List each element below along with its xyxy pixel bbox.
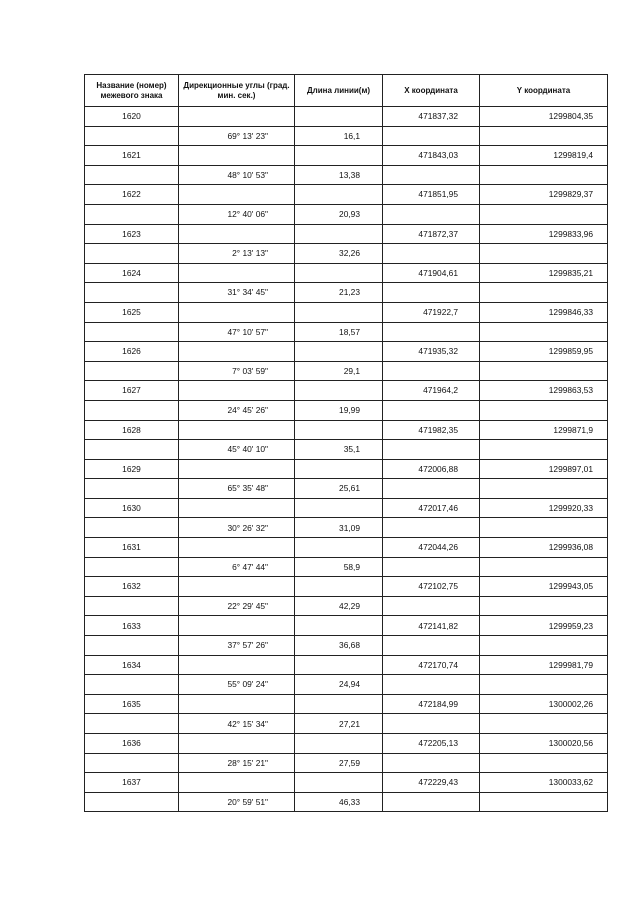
empty-cell: [295, 224, 383, 244]
empty-cell: [295, 459, 383, 479]
table-row-segment: [85, 440, 608, 460]
table-row-segment: [85, 400, 608, 420]
empty-cell: [85, 675, 179, 695]
line-length-cell: 42,29: [295, 596, 383, 616]
empty-cell: [179, 185, 295, 205]
line-length-cell: 19,99: [295, 400, 383, 420]
table-row-point: [85, 224, 608, 244]
empty-cell: [480, 440, 608, 460]
empty-cell: [85, 322, 179, 342]
empty-cell: [85, 126, 179, 146]
table-row-point: [85, 146, 608, 166]
empty-cell: [179, 538, 295, 558]
header-directional-angle: Дирекционные углы (град. мин. сек.): [179, 75, 295, 107]
marker-name-cell: 1634: [85, 655, 179, 675]
empty-cell: [295, 498, 383, 518]
empty-cell: [383, 557, 480, 577]
empty-cell: [179, 655, 295, 675]
marker-name-cell: 1637: [85, 773, 179, 793]
table-row-point: [85, 459, 608, 479]
empty-cell: [179, 224, 295, 244]
empty-cell: [480, 361, 608, 381]
line-length-cell: 25,61: [295, 479, 383, 499]
empty-cell: [179, 459, 295, 479]
empty-cell: [85, 244, 179, 264]
x-coordinate-cell: 471982,35: [383, 420, 480, 440]
directional-angle-cell: 65° 35' 48": [179, 479, 295, 499]
empty-cell: [383, 479, 480, 499]
empty-cell: [295, 420, 383, 440]
line-length-cell: 35,1: [295, 440, 383, 460]
empty-cell: [480, 596, 608, 616]
table-row-segment: [85, 361, 608, 381]
empty-cell: [85, 792, 179, 812]
marker-name-cell: 1621: [85, 146, 179, 166]
line-length-cell: 46,33: [295, 792, 383, 812]
empty-cell: [383, 204, 480, 224]
empty-cell: [85, 400, 179, 420]
table-row-segment: [85, 518, 608, 538]
y-coordinate-cell: 1299804,35: [480, 107, 608, 127]
marker-name-cell: 1633: [85, 616, 179, 636]
empty-cell: [383, 675, 480, 695]
y-coordinate-cell: 1300002,26: [480, 694, 608, 714]
empty-cell: [179, 498, 295, 518]
header-x-coordinate: X координата: [383, 75, 480, 107]
table-row-segment: [85, 753, 608, 773]
empty-cell: [85, 596, 179, 616]
empty-cell: [295, 342, 383, 362]
table-row-segment: [85, 244, 608, 264]
table-row-point: [85, 655, 608, 675]
empty-cell: [480, 283, 608, 303]
x-coordinate-cell: 472006,88: [383, 459, 480, 479]
empty-cell: [85, 714, 179, 734]
header-y-coordinate: Y координата: [480, 75, 608, 107]
x-coordinate-cell: 471851,95: [383, 185, 480, 205]
empty-cell: [179, 146, 295, 166]
marker-name-cell: 1636: [85, 734, 179, 754]
marker-name-cell: 1624: [85, 263, 179, 283]
empty-cell: [383, 322, 480, 342]
y-coordinate-cell: 1300033,62: [480, 773, 608, 793]
y-coordinate-cell: 1299920,33: [480, 498, 608, 518]
marker-name-cell: 1627: [85, 381, 179, 401]
line-length-cell: 27,21: [295, 714, 383, 734]
marker-name-cell: 1628: [85, 420, 179, 440]
empty-cell: [85, 557, 179, 577]
empty-cell: [383, 283, 480, 303]
table-row-point: [85, 734, 608, 754]
table-row-point: [85, 616, 608, 636]
empty-cell: [383, 636, 480, 656]
x-coordinate-cell: 472170,74: [383, 655, 480, 675]
empty-cell: [480, 753, 608, 773]
header-marker-name: Название (номер) межевого знака: [85, 75, 179, 107]
empty-cell: [179, 773, 295, 793]
marker-name-cell: 1622: [85, 185, 179, 205]
x-coordinate-cell: 472044,26: [383, 538, 480, 558]
empty-cell: [85, 283, 179, 303]
x-coordinate-cell: 472141,82: [383, 616, 480, 636]
x-coordinate-cell: 472184,99: [383, 694, 480, 714]
line-length-cell: 31,09: [295, 518, 383, 538]
line-length-cell: 36,68: [295, 636, 383, 656]
directional-angle-cell: 69° 13' 23": [179, 126, 295, 146]
empty-cell: [179, 381, 295, 401]
empty-cell: [295, 302, 383, 322]
empty-cell: [383, 400, 480, 420]
empty-cell: [295, 734, 383, 754]
empty-cell: [295, 263, 383, 283]
directional-angle-cell: 22° 29' 45": [179, 596, 295, 616]
table-row-point: [85, 185, 608, 205]
directional-angle-cell: 28° 15' 21": [179, 753, 295, 773]
empty-cell: [383, 714, 480, 734]
table-row-segment: [85, 792, 608, 812]
x-coordinate-cell: 472229,43: [383, 773, 480, 793]
empty-cell: [480, 557, 608, 577]
y-coordinate-cell: 1299897,01: [480, 459, 608, 479]
empty-cell: [85, 753, 179, 773]
empty-cell: [179, 107, 295, 127]
header-line-length: Длина линии(м): [295, 75, 383, 107]
table-row-segment: [85, 596, 608, 616]
table-row-segment: [85, 283, 608, 303]
empty-cell: [295, 655, 383, 675]
table-header-row: [85, 75, 608, 107]
empty-cell: [85, 479, 179, 499]
y-coordinate-cell: 1300020,56: [480, 734, 608, 754]
marker-name-cell: 1632: [85, 577, 179, 597]
y-coordinate-cell: 1299859,95: [480, 342, 608, 362]
marker-name-cell: 1625: [85, 302, 179, 322]
empty-cell: [179, 263, 295, 283]
y-coordinate-cell: 1299833,96: [480, 224, 608, 244]
y-coordinate-cell: 1299819,4: [480, 146, 608, 166]
line-length-cell: 16,1: [295, 126, 383, 146]
table-row-point: [85, 107, 608, 127]
table-row-point: [85, 342, 608, 362]
directional-angle-cell: 31° 34' 45": [179, 283, 295, 303]
y-coordinate-cell: 1299835,21: [480, 263, 608, 283]
empty-cell: [85, 636, 179, 656]
empty-cell: [85, 204, 179, 224]
table-row-segment: [85, 636, 608, 656]
table-row-point: [85, 773, 608, 793]
table-row-segment: [85, 204, 608, 224]
empty-cell: [295, 107, 383, 127]
empty-cell: [179, 734, 295, 754]
empty-cell: [480, 322, 608, 342]
line-length-cell: 21,23: [295, 283, 383, 303]
empty-cell: [179, 616, 295, 636]
table-row-point: [85, 538, 608, 558]
empty-cell: [383, 596, 480, 616]
empty-cell: [179, 577, 295, 597]
table-row-segment: [85, 675, 608, 695]
empty-cell: [179, 302, 295, 322]
boundary-coordinates-table: [84, 74, 608, 812]
empty-cell: [295, 577, 383, 597]
empty-cell: [295, 616, 383, 636]
empty-cell: [480, 400, 608, 420]
empty-cell: [383, 440, 480, 460]
directional-angle-cell: 45° 40' 10": [179, 440, 295, 460]
empty-cell: [383, 126, 480, 146]
table-body: [85, 107, 608, 812]
empty-cell: [383, 244, 480, 264]
empty-cell: [480, 165, 608, 185]
x-coordinate-cell: 471935,32: [383, 342, 480, 362]
table-row-segment: [85, 714, 608, 734]
x-coordinate-cell: 472102,75: [383, 577, 480, 597]
empty-cell: [383, 753, 480, 773]
empty-cell: [383, 518, 480, 538]
table-row-point: [85, 381, 608, 401]
x-coordinate-cell: 471843,03: [383, 146, 480, 166]
table-row-point: [85, 694, 608, 714]
empty-cell: [480, 479, 608, 499]
x-coordinate-cell: 471922,7: [383, 302, 480, 322]
marker-name-cell: 1623: [85, 224, 179, 244]
marker-name-cell: 1631: [85, 538, 179, 558]
y-coordinate-cell: 1299943,05: [480, 577, 608, 597]
x-coordinate-cell: 471872,37: [383, 224, 480, 244]
table-row-segment: [85, 557, 608, 577]
directional-angle-cell: 24° 45' 26": [179, 400, 295, 420]
empty-cell: [383, 165, 480, 185]
empty-cell: [179, 342, 295, 362]
directional-angle-cell: 48° 10' 53": [179, 165, 295, 185]
directional-angle-cell: 30° 26' 32": [179, 518, 295, 538]
table-row-segment: [85, 322, 608, 342]
table-row-point: [85, 302, 608, 322]
marker-name-cell: 1629: [85, 459, 179, 479]
marker-name-cell: 1620: [85, 107, 179, 127]
line-length-cell: 58,9: [295, 557, 383, 577]
table-row-segment: [85, 126, 608, 146]
directional-angle-cell: 37° 57' 26": [179, 636, 295, 656]
table-row-point: [85, 420, 608, 440]
directional-angle-cell: 2° 13' 13": [179, 244, 295, 264]
empty-cell: [480, 518, 608, 538]
empty-cell: [480, 714, 608, 734]
line-length-cell: 13,38: [295, 165, 383, 185]
empty-cell: [480, 126, 608, 146]
y-coordinate-cell: 1299959,23: [480, 616, 608, 636]
empty-cell: [295, 381, 383, 401]
empty-cell: [85, 361, 179, 381]
marker-name-cell: 1635: [85, 694, 179, 714]
empty-cell: [295, 694, 383, 714]
x-coordinate-cell: 472205,13: [383, 734, 480, 754]
empty-cell: [179, 694, 295, 714]
empty-cell: [179, 420, 295, 440]
empty-cell: [295, 185, 383, 205]
x-coordinate-cell: 471904,61: [383, 263, 480, 283]
directional-angle-cell: 42° 15' 34": [179, 714, 295, 734]
line-length-cell: 20,93: [295, 204, 383, 224]
x-coordinate-cell: 471964,2: [383, 381, 480, 401]
line-length-cell: 27,59: [295, 753, 383, 773]
empty-cell: [85, 518, 179, 538]
empty-cell: [383, 792, 480, 812]
empty-cell: [383, 361, 480, 381]
directional-angle-cell: 12° 40' 06": [179, 204, 295, 224]
marker-name-cell: 1626: [85, 342, 179, 362]
y-coordinate-cell: 1299863,53: [480, 381, 608, 401]
empty-cell: [480, 636, 608, 656]
table-row-point: [85, 498, 608, 518]
empty-cell: [85, 440, 179, 460]
empty-cell: [295, 773, 383, 793]
empty-cell: [480, 792, 608, 812]
directional-angle-cell: 55° 09' 24": [179, 675, 295, 695]
line-length-cell: 18,57: [295, 322, 383, 342]
table-row-point: [85, 263, 608, 283]
empty-cell: [295, 538, 383, 558]
empty-cell: [85, 165, 179, 185]
line-length-cell: 29,1: [295, 361, 383, 381]
y-coordinate-cell: 1299829,37: [480, 185, 608, 205]
y-coordinate-cell: 1299936,08: [480, 538, 608, 558]
table-row-point: [85, 577, 608, 597]
line-length-cell: 24,94: [295, 675, 383, 695]
empty-cell: [480, 244, 608, 264]
x-coordinate-cell: 472017,46: [383, 498, 480, 518]
empty-cell: [480, 675, 608, 695]
empty-cell: [480, 204, 608, 224]
marker-name-cell: 1630: [85, 498, 179, 518]
y-coordinate-cell: 1299871,9: [480, 420, 608, 440]
x-coordinate-cell: 471837,32: [383, 107, 480, 127]
directional-angle-cell: 6° 47' 44": [179, 557, 295, 577]
directional-angle-cell: 20° 59' 51": [179, 792, 295, 812]
line-length-cell: 32,26: [295, 244, 383, 264]
y-coordinate-cell: 1299846,33: [480, 302, 608, 322]
directional-angle-cell: 47° 10' 57": [179, 322, 295, 342]
empty-cell: [295, 146, 383, 166]
table-row-segment: [85, 479, 608, 499]
directional-angle-cell: 7° 03' 59": [179, 361, 295, 381]
table-row-segment: [85, 165, 608, 185]
y-coordinate-cell: 1299981,79: [480, 655, 608, 675]
